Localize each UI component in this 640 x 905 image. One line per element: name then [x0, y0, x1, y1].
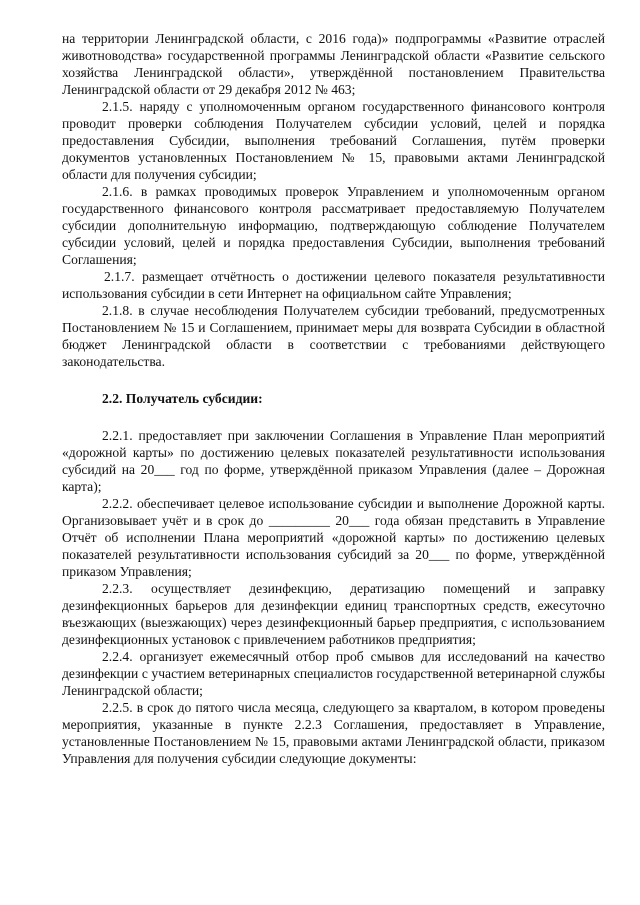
spacer: [62, 407, 605, 427]
paragraph-2-2-5: 2.2.5. в срок до пятого числа месяца, следующего за кварталом, в котором проведены мероприятия, указанные в пункте 2.2.3 Соглашения, предоставляет в Управление, установленные Постановлением № 15, правовыми актами Ленинградской области, приказом Управления для получения субсидии следующие документы:: [62, 700, 605, 766]
paragraph-2-1-8: 2.1.8. в случае несоблюдения Получателем субсидии требований, предусмотренных Постановлением № 15 и Соглашением, принимает меры для возврата Субсидии в областной бюджет Ленинградской области в соответствии с требованиями действующего законодательства.: [62, 303, 605, 369]
paragraph-2-2-3: 2.2.3. осуществляет дезинфекцию, дератизацию помещений и заправку дезинфекционных барьеров для дезинфекции единиц транспортных средств, ежесуточно въезжающих (выезжающих) через дезинфекционный барьер предприятия, с использованием дезинфекционных установок с привлечением работников предприятия;: [62, 581, 605, 647]
paragraph-2-1-5: 2.1.5. наряду с уполномоченным органом государственного финансового контроля проводит проверки соблюдения Получателем субсидии условий, целей и порядка предоставления Субсидии, выполнения требований Соглашения, путём проверки документов установленных Постановлением № 15, правовыми актами Ленинградской области для получения субсидии;: [62, 99, 605, 182]
paragraph-2-2-4: 2.2.4. организует ежемесячный отбор проб смывов для исследований на качество дезинфекции с участием ветеринарных специалистов государственной ветеринарной службы Ленинградской области;: [62, 649, 605, 698]
paragraph-2-1-7: 2.1.7. размещает отчётность о достижении целевого показателя результативности использования субсидии в сети Интернет на официальном сайте Управления;: [62, 269, 605, 301]
paragraph-2-2-1: 2.2.1. предоставляет при заключении Соглашения в Управление План мероприятий «дорожной карты» по достижению целевых показателей результативности использования субсидий на 20___ год по форме, утверждённой приказом Управления (далее – Дорожная карта);: [62, 428, 605, 494]
section-heading: 2.2. Получатель субсидии:: [102, 391, 263, 406]
paragraph-2-2-2: 2.2.2. обеспечивает целевое использование субсидии и выполнение Дорожной карты. Организовывает учёт и в срок до _________ 20___ года обязан представить в Управление Отчёт об исполнении Плана мероприятий «дорожной карты» по достижению целевых показателей результативности использования субсидий за 20___ по форме, утверждённой приказом Управления;: [62, 496, 605, 579]
paragraph-2-1-6: 2.1.6. в рамках проводимых проверок Управлением и уполномоченным органом государственного финансового контроля рассматривает предоставляемую Получателем субсидии дополнительную информацию, подтверждающую соблюдение Получателем субсидии условий, целей и порядка предоставления Субсидии, выполнения требований Соглашения;: [62, 184, 605, 267]
paragraph-continuation: на территории Ленинградской области, с 2016 года)» подпрограммы «Развитие отраслей животноводства» государственной программы Ленинградской области «Развитие сельского хозяйства Ленинградской области», утверждённой постановлением Правительства Ленинградской области от 29 декабря 2012 № 463;: [62, 31, 605, 97]
spacer: [62, 370, 605, 390]
